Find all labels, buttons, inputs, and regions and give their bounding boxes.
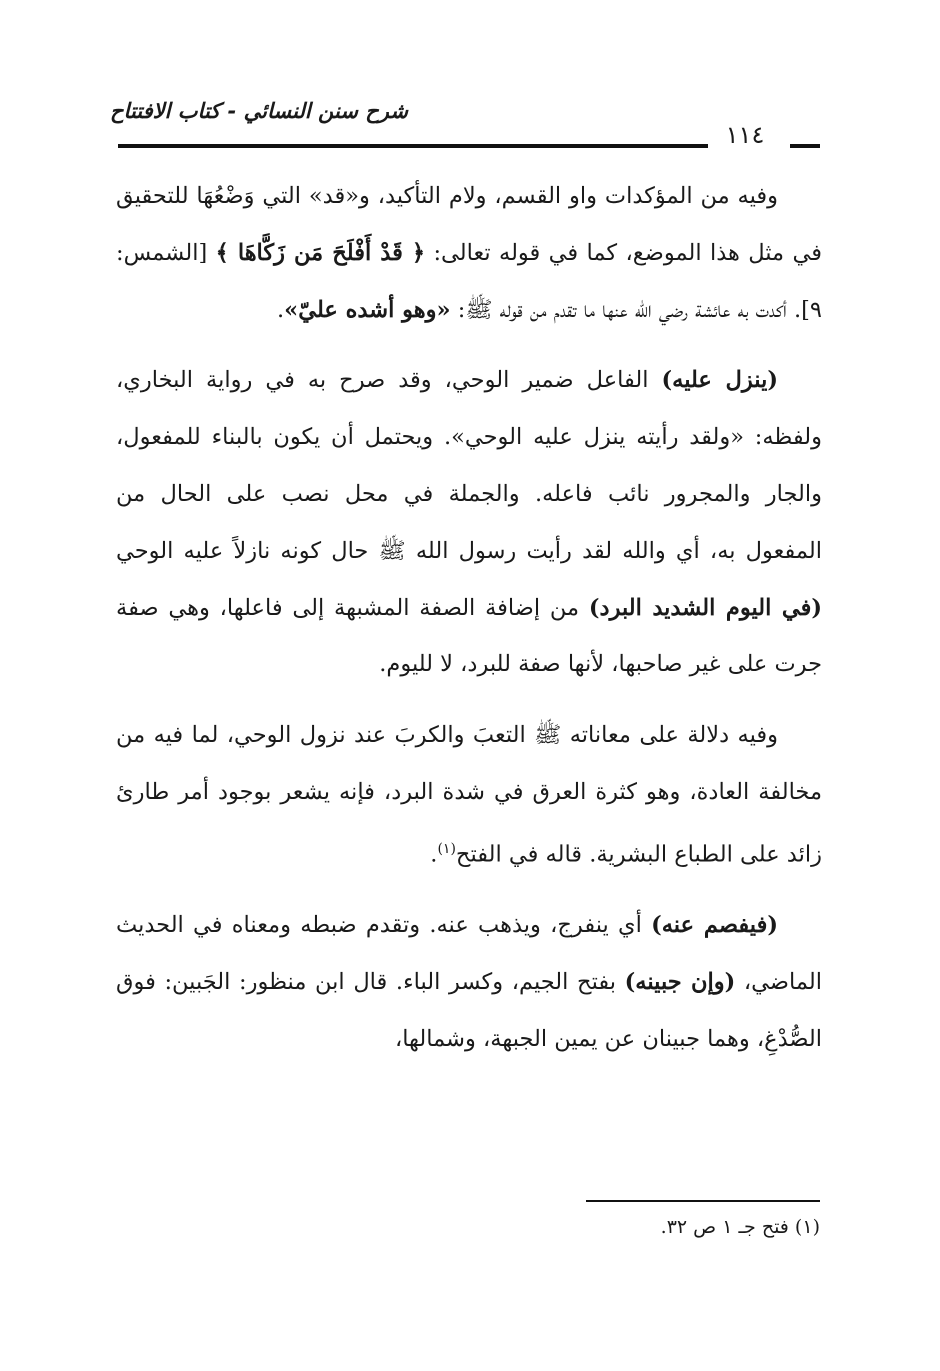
paragraph	[116, 168, 822, 338]
paragraph-text: .	[430, 841, 438, 868]
paragraph	[116, 897, 822, 1067]
paragraph-text: الفاعل ضمير الوحي، وقد صرح به في رواية البخاري، ولفظه: «ولقد رأيته ينزل عليه الوحي». ويحتمل أن يكون بالبناء للمفعول، والجار والمجرور نائب فاعله. والجملة في محل نصب على الحال من المفعول به، أي والله لقد رأيت رسول الله ﷺ حال كونه نازلاً عليه الوحي	[116, 367, 822, 564]
paragraph-text: وفيه من المؤكدات واو القسم، ولام التأكيد، و«قد» التي وَضْعُهَا للتحقيق في مثل هذا الموضع، كما في قوله تعالى:	[116, 183, 822, 266]
emphasized-text: (في اليوم الشديد البرد)	[588, 594, 822, 621]
running-header-title: شرح سنن النسائي - كتاب الافتتاح	[110, 99, 408, 123]
paragraph-text: بفتح الجيم، وكسر الباء. قال ابن منظور: الجَبين: فوق الصُّدْغِ، وهما جبينان عن يمين الجبهة، وشمالها،	[116, 968, 822, 1052]
footnote-separator	[586, 1200, 820, 1202]
emphasized-text: (فيفصم عنه)	[651, 912, 778, 939]
emphasized-text: ﴿ قَدْ أَفْلَحَ مَن زَكَّاهَا ﴾	[215, 239, 426, 266]
paragraph	[116, 707, 822, 883]
paragraph	[116, 352, 822, 693]
paragraph-text: من إضافة الصفة المشبهة إلى فاعلها، وهي صفة جرت على غير صاحبها، لأنها صفة للبرد، لا لليوم.	[116, 594, 822, 678]
header-rule-short	[790, 144, 820, 148]
paragraph-text: وفيه دلالة على معاناته ﷺ التعبَ والكربَ عند نزول الوحي، لما فيه من مخالفة العادة، وهو كثرة العرق في شدة البرد، فإنه يشعر بوجود أمر طارئ زائد على الطباع البشرية. قاله في الفتح	[116, 722, 822, 868]
body-text	[116, 168, 822, 1081]
emphasized-text: (ينزل عليه)	[661, 367, 779, 394]
header-rule	[118, 144, 708, 148]
emphasized-text: «وهو أشده عليّ»	[284, 296, 451, 323]
footnote: (١) فتح جـ ١ ص ٣٢.	[660, 1216, 820, 1238]
footnote-ref: (١)	[437, 840, 456, 857]
page-number: ١١٤	[725, 121, 765, 149]
paragraph-text: أي ينفرج، ويذهب عنه. وتقدم ضبطه ومعناه في الحديث الماضي،	[116, 912, 822, 995]
paragraph-text: [الشمس: ٩]. أكدت به عائشة رضي الله عنها ما تقدم من قوله ﷺ:	[116, 239, 822, 323]
emphasized-text: (وإن جبينه)	[624, 968, 736, 995]
paragraph-text: .	[276, 296, 285, 323]
